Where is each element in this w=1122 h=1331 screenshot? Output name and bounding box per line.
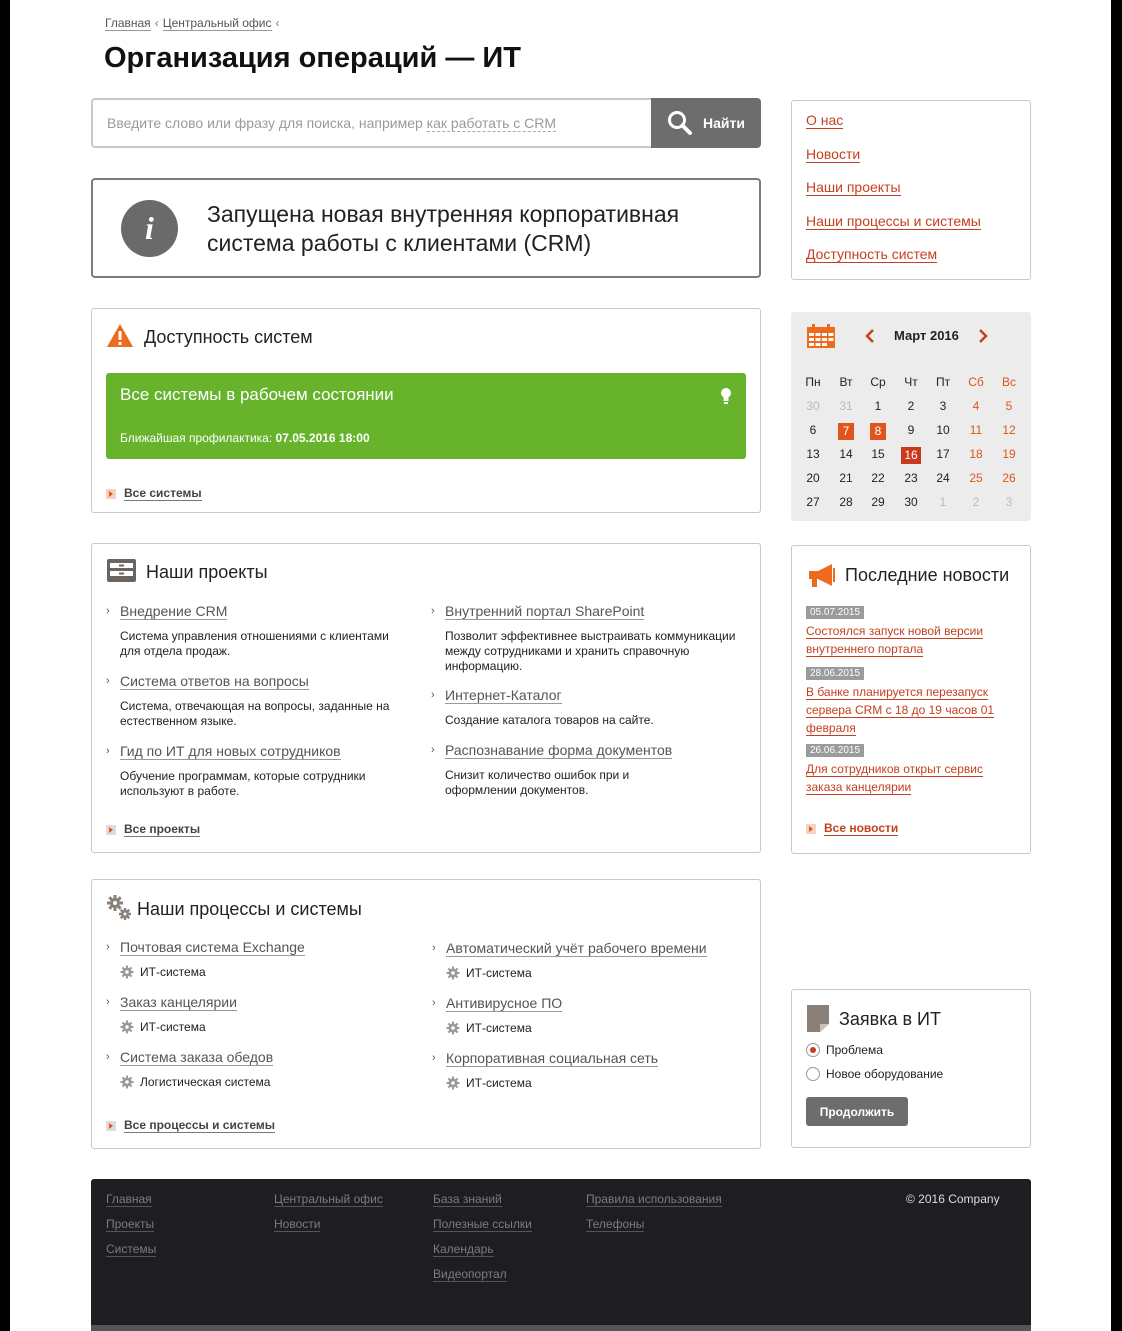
project-link[interactable]: Внедрение CRM: [120, 603, 228, 619]
process-item: [106, 994, 420, 1034]
project-desc: Создание каталога товаров на сайте.: [445, 713, 654, 727]
search-button-label: Найти: [703, 115, 745, 131]
bullet-icon: ›: [106, 675, 110, 687]
project-desc: Позволит эффективнее выстраивать коммуникации между сотрудниками и хранить справочную информацию.: [445, 629, 736, 673]
process-kind: [120, 1075, 420, 1089]
megaphone-icon: [806, 562, 836, 589]
arrow-right-icon: [106, 489, 116, 499]
project-item: [431, 742, 745, 798]
bullet-icon: ›: [106, 745, 110, 757]
process-kind-label: Логистическая система: [140, 1075, 271, 1089]
cabinet-icon: [106, 558, 137, 583]
search-bar: [91, 98, 761, 148]
calendar: [791, 312, 1031, 521]
maintenance-label: Ближайшая профилактика:: [120, 431, 276, 445]
process-kind: [446, 1021, 746, 1035]
process-kind-label: ИТ-система: [466, 966, 532, 980]
process-kind-label: ИТ-система: [466, 1076, 532, 1090]
footer-link[interactable]: Главная: [106, 1192, 152, 1206]
project-item: [431, 687, 745, 728]
calendar-day[interactable]: 15: [871, 447, 885, 461]
it-request-panel: [791, 989, 1031, 1148]
process-link[interactable]: Заказ канцелярии: [120, 994, 237, 1010]
calendar-day[interactable]: 21: [839, 471, 853, 485]
project-item: [106, 673, 420, 729]
bullet-icon: ›: [432, 942, 436, 954]
info-banner: [91, 178, 761, 278]
news-text: В банке планируется перезапуск сервера CRM с 18 до 19 часов 01 февраля: [806, 685, 995, 735]
calendar-day[interactable]: 31: [839, 399, 853, 413]
info-text: Запущена новая внутренняя корпоративная система работы с клиентами (CRM): [207, 201, 680, 256]
processes-title: Наши процессы и системы: [137, 899, 362, 919]
news-title: Последние новости: [845, 565, 1010, 585]
calendar-day[interactable]: 28: [839, 495, 853, 509]
calendar-day[interactable]: 8: [870, 423, 886, 440]
calendar-day[interactable]: 13: [806, 447, 820, 461]
calendar-day[interactable]: 12: [1002, 423, 1016, 437]
calendar-day[interactable]: 29: [871, 495, 885, 509]
arrow-right-icon: [106, 825, 116, 835]
gear-icon: [446, 966, 460, 980]
radio-circle[interactable]: [806, 1043, 820, 1057]
footer-link[interactable]: Телефоны: [586, 1217, 645, 1231]
footer-link[interactable]: Календарь: [433, 1242, 494, 1256]
maintenance-date: 07.05.2016 18:00: [275, 431, 370, 445]
calendar-day[interactable]: 3: [939, 399, 947, 413]
process-kind: [120, 1020, 420, 1034]
calendar-day[interactable]: 11: [969, 423, 983, 437]
all-systems-link[interactable]: [106, 486, 202, 501]
warning-icon: [106, 323, 134, 348]
calendar-day[interactable]: 27: [806, 495, 820, 509]
bullet-icon: ›: [431, 689, 435, 701]
calendar-day[interactable]: 26: [1002, 471, 1016, 485]
copyright: © 2016 Company: [906, 1192, 1000, 1206]
project-item: [106, 603, 420, 659]
all-news-label: Все новости: [824, 821, 899, 835]
footer-link[interactable]: Полезные ссылки: [433, 1217, 532, 1231]
process-item: [432, 940, 756, 980]
calendar-day[interactable]: 30: [904, 495, 918, 509]
process-link[interactable]: Почтовая система Exchange: [120, 939, 305, 955]
bullet-icon: ›: [431, 744, 435, 756]
radio-label: Новое оборудование: [826, 1067, 944, 1081]
news-date: 26.06.2015: [806, 744, 864, 757]
radio-circle[interactable]: [806, 1067, 820, 1081]
calendar-day[interactable]: 16: [901, 447, 921, 464]
status-text: Все системы в рабочем состоянии: [120, 385, 394, 404]
it-request-title: Заявка в ИТ: [839, 1009, 941, 1029]
nav-item-about[interactable]: О нас: [806, 112, 844, 128]
footer-link[interactable]: Правила использования: [586, 1192, 722, 1206]
calendar-day[interactable]: 6: [809, 423, 817, 437]
process-kind-label: ИТ-система: [140, 965, 206, 979]
calendar-weekday: Сб: [968, 375, 984, 389]
calendar-day[interactable]: 1: [874, 399, 882, 413]
project-desc: Обучение программам, которые сотрудники используют в работе.: [120, 769, 366, 798]
gear-icon: [120, 1075, 134, 1089]
nav-item-projects[interactable]: Наши проекты: [806, 179, 901, 195]
calendar-weekday: Чт: [904, 375, 918, 389]
project-link[interactable]: Интернет-Каталог: [445, 687, 562, 703]
continue-button[interactable]: Продолжить: [806, 1097, 908, 1126]
project-link[interactable]: Внутренний портал SharePoint: [445, 603, 645, 619]
calendar-day[interactable]: 2: [972, 495, 980, 509]
process-link[interactable]: Корпоративная социальная сеть: [446, 1050, 659, 1066]
process-kind: [446, 1076, 746, 1090]
project-desc: Система управления отношениями с клиентами для отдела продаж.: [120, 629, 389, 658]
project-desc: Система, отвечающая на вопросы, заданные на естественном языке.: [120, 699, 390, 728]
search-input[interactable]: [91, 98, 653, 148]
process-kind-label: ИТ-система: [140, 1020, 206, 1034]
availability-panel: [91, 308, 761, 513]
footer-link[interactable]: База знаний: [433, 1192, 502, 1206]
processes-panel: [91, 879, 761, 1149]
all-news-link[interactable]: [806, 821, 898, 836]
gear-icon: [446, 1076, 460, 1090]
news-link[interactable]: [806, 760, 996, 796]
project-link[interactable]: Распознавание форма документов: [445, 742, 673, 758]
project-link[interactable]: Гид по ИТ для новых сотрудников: [120, 743, 341, 759]
calendar-day[interactable]: 5: [1005, 399, 1013, 413]
calendar-day[interactable]: 18: [969, 447, 983, 461]
calendar-weekday: Пн: [805, 375, 821, 389]
news-text: Для сотрудников открыт сервис заказа канцелярии: [806, 762, 983, 794]
project-link[interactable]: Система ответов на вопросы: [120, 673, 309, 689]
calendar-day[interactable]: 30: [806, 399, 820, 413]
all-systems-label: Все системы: [124, 486, 202, 500]
news-date: 28.06.2015: [806, 667, 864, 680]
calendar-day[interactable]: 23: [904, 471, 918, 485]
calendar-day[interactable]: 10: [936, 423, 950, 437]
news-date: 05.07.2015: [806, 606, 864, 619]
calendar-day[interactable]: 24: [936, 471, 950, 485]
breadcrumb-link-office[interactable]: Центральный офис: [162, 16, 272, 30]
news-link[interactable]: [806, 622, 996, 658]
footer-link[interactable]: Проекты: [106, 1217, 155, 1231]
breadcrumb-separator: ‹: [154, 16, 159, 30]
calendar-day[interactable]: 22: [871, 471, 885, 485]
footer-link[interactable]: Видеопортал: [433, 1267, 507, 1281]
document-icon: [806, 1004, 830, 1033]
project-item: [431, 603, 745, 674]
process-kind: [120, 965, 420, 979]
gear-icon: [446, 1021, 460, 1035]
process-link[interactable]: Антивирусное ПО: [446, 995, 563, 1011]
nav-item-processes[interactable]: Наши процессы и системы: [806, 213, 981, 229]
footer-bottom-bar: [91, 1325, 1031, 1331]
info-icon: i: [121, 200, 178, 257]
bullet-icon: ›: [106, 941, 110, 953]
status-box: [106, 373, 746, 459]
calendar-day[interactable]: 2: [907, 399, 915, 413]
nav-item-availability[interactable]: Доступность систем: [806, 246, 938, 262]
process-item: [432, 995, 746, 1035]
calendar-day[interactable]: 25: [969, 471, 983, 485]
footer-link[interactable]: Системы: [106, 1242, 157, 1256]
gear-icon: [120, 965, 134, 979]
bullet-icon: ›: [432, 1052, 436, 1064]
bullet-icon: ›: [106, 1051, 110, 1063]
bullet-icon: ›: [432, 997, 436, 1009]
breadcrumb: [105, 16, 284, 30]
chevron-left-icon[interactable]: [864, 328, 876, 344]
calendar-day[interactable]: 7: [838, 423, 854, 440]
process-item: [106, 939, 420, 979]
calendar-day[interactable]: 9: [907, 423, 915, 437]
project-item: [106, 743, 420, 799]
bullet-icon: ›: [106, 605, 110, 617]
calendar-day[interactable]: 14: [839, 447, 853, 461]
process-link[interactable]: Автоматический учёт рабочего времени: [446, 940, 707, 956]
radio-problem[interactable]: [806, 1043, 883, 1057]
calendar-weekday: Пт: [935, 375, 951, 389]
calendar-day[interactable]: 4: [972, 399, 980, 413]
all-processes-link[interactable]: [106, 1118, 275, 1133]
news-text: Состоялся запуск новой версии внутреннего портала: [806, 624, 984, 656]
gear-icon: [120, 1020, 134, 1034]
footer-link[interactable]: Новости: [274, 1217, 321, 1231]
availability-title: Доступность систем: [144, 327, 313, 347]
calendar-month: Март 2016: [894, 328, 959, 343]
nav-item-news[interactable]: Новости: [806, 146, 861, 162]
calendar-day[interactable]: 19: [1002, 447, 1016, 461]
calendar-weekday: Вт: [839, 375, 853, 389]
process-kind-label: ИТ-система: [466, 1021, 532, 1035]
calendar-icon: [806, 323, 836, 349]
chevron-right-icon[interactable]: [977, 328, 989, 344]
projects-panel: [91, 543, 761, 853]
side-nav: [791, 100, 1031, 280]
news-panel: [791, 545, 1031, 854]
footer: [91, 1179, 1031, 1331]
calendar-weekday: Ср: [870, 375, 886, 389]
calendar-day[interactable]: 3: [1005, 495, 1013, 509]
search-example-link[interactable]: как работать с CRM: [426, 115, 557, 131]
news-link[interactable]: [806, 683, 1006, 737]
all-projects-label: Все проекты: [124, 822, 201, 836]
search-button[interactable]: [651, 98, 761, 148]
arrow-right-icon: [106, 1121, 116, 1131]
calendar-day[interactable]: 20: [806, 471, 820, 485]
process-item: [106, 1049, 420, 1089]
calendar-day[interactable]: 1: [939, 495, 947, 509]
process-item: [432, 1050, 746, 1090]
footer-link[interactable]: Центральный офис: [274, 1192, 383, 1206]
lightbulb-icon: [720, 387, 732, 405]
page-title: Организация операций — ИТ: [104, 42, 521, 74]
page: [10, 0, 1111, 1331]
radio-label: Проблема: [826, 1043, 883, 1057]
all-processes-label: Все процессы и системы: [124, 1118, 276, 1132]
calendar-day[interactable]: 17: [936, 447, 950, 461]
search-icon: [667, 110, 693, 136]
all-projects-link[interactable]: [106, 822, 200, 837]
search-placeholder: Введите слово или фразу для поиска, например: [107, 115, 427, 131]
project-desc: Снизит количество ошибок при и оформлении документов.: [445, 768, 630, 797]
process-kind: [446, 966, 756, 980]
projects-title: Наши проекты: [146, 562, 268, 582]
breadcrumb-link-home[interactable]: Главная: [105, 16, 151, 30]
bullet-icon: ›: [106, 996, 110, 1008]
gears-icon: [106, 894, 132, 921]
bullet-icon: ›: [431, 605, 435, 617]
radio-new-hardware[interactable]: [806, 1067, 943, 1081]
arrow-right-icon: [806, 824, 816, 834]
breadcrumb-separator: ‹: [275, 16, 280, 30]
maintenance-info: [120, 431, 370, 445]
process-link[interactable]: Система заказа обедов: [120, 1049, 274, 1065]
calendar-weekday: Вс: [1001, 375, 1016, 389]
